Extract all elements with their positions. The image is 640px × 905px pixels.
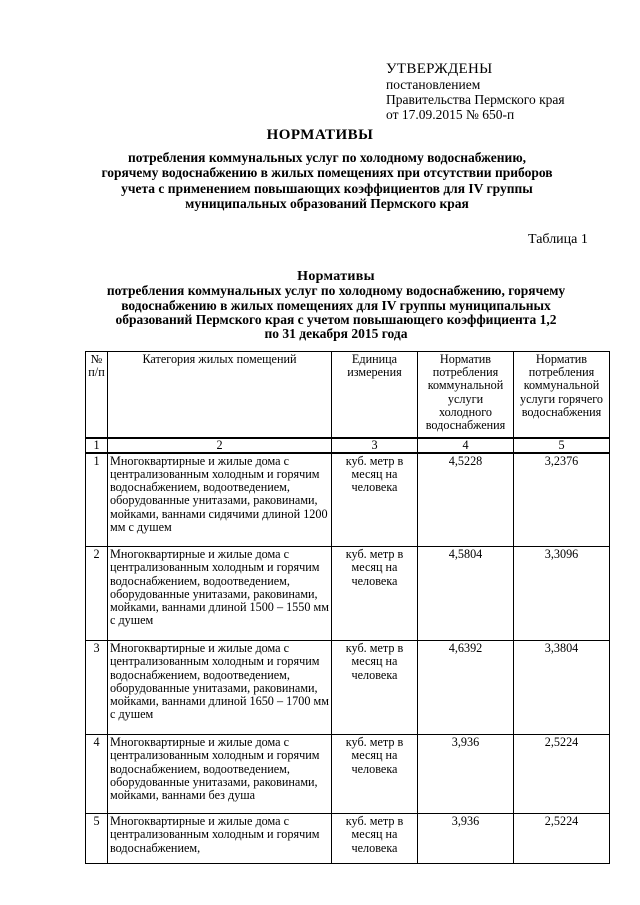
row-category: Многоквартирные и жилые дома с централизованным холодным и горячим водоснабжением, водоотведением, оборудованные унитазами, раковинами, мойками, ваннами длиной 1500 – 1550 мм с душем (108, 547, 332, 641)
table-header-row (86, 352, 610, 438)
header-category: Категория жилых помещений (108, 352, 332, 438)
column-number: 4 (418, 438, 514, 453)
row-unit: куб. метр в месяц на человека (332, 547, 418, 641)
table-title-line-3: водоснабжению в жилых помещениях для IV группы муниципальных (121, 297, 551, 313)
table-row (86, 641, 610, 735)
subtitle-line-4: муниципальных образований Пермского края (185, 195, 469, 211)
row-number: 4 (86, 735, 108, 814)
row-hot-value: 3,3096 (514, 547, 610, 641)
table-title-line-4: образований Пермского края с учетом повышающего коэффициента 1,2 (115, 311, 557, 327)
norms-table (85, 351, 610, 864)
row-hot-value: 3,3804 (514, 641, 610, 735)
column-number: 1 (86, 438, 108, 453)
row-cold-value: 4,5804 (418, 547, 514, 641)
table-row (86, 547, 610, 641)
row-category: Многоквартирные и жилые дома с централизованным холодным и горячим водоснабжением, водоотведением, оборудованные унитазами, раковинами, мойками, ваннами без душа (108, 735, 332, 814)
row-cold-value: 4,5228 (418, 453, 514, 547)
column-number-row (86, 438, 610, 453)
table-row (86, 814, 610, 864)
table-title-line-1: Нормативы (297, 269, 375, 284)
subtitle-line-2: горячему водоснабжению в жилых помещениях при отсутствии приборов (101, 165, 553, 181)
header-hot-water: Норматив потребления коммунальной услуги горячего водоснабжения (514, 352, 610, 438)
column-number: 5 (514, 438, 610, 453)
row-unit: куб. метр в месяц на человека (332, 814, 418, 864)
table-title-line-5: по 31 декабря 2015 года (264, 326, 408, 342)
header-cold-water: Норматив потребления коммунальной услуги холодного водоснабжения (418, 352, 514, 438)
row-cold-value: 4,6392 (418, 641, 514, 735)
row-number: 3 (86, 641, 108, 735)
table-title (70, 270, 602, 341)
row-number: 2 (86, 547, 108, 641)
row-unit: куб. метр в месяц на человека (332, 735, 418, 814)
row-category: Многоквартирные и жилые дома с централизованным холодным и горячим водоснабжением, водоотведением, оборудованные унитазами, раковинами, мойками, ваннами длиной 1650 – 1700 мм с душем (108, 641, 332, 735)
approval-block (386, 62, 565, 122)
document-subtitle (70, 150, 584, 211)
column-number: 3 (332, 438, 418, 453)
row-cold-value: 3,936 (418, 735, 514, 814)
approval-heading: УТВЕРЖДЕНЫ (386, 61, 493, 77)
approval-line-4: от 17.09.2015 № 650-п (386, 107, 515, 122)
row-number: 5 (86, 814, 108, 864)
row-category: Многоквартирные и жилые дома с централизованным холодным и горячим водоснабжением, (108, 814, 332, 864)
subtitle-line-1: потребления коммунальных услуг по холодному водоснабжению, (127, 150, 527, 165)
row-category: Многоквартирные и жилые дома с централизованным холодным и горячим водоснабжением, водоотведением, оборудованные унитазами, раковинами, мойками, ваннами сидячими длиной 1200 мм с душем (108, 453, 332, 547)
table-row (86, 453, 610, 547)
subtitle-line-3: учета с применением повышающих коэффициентов для IV группы (121, 180, 533, 196)
row-hot-value: 3,2376 (514, 453, 610, 547)
row-hot-value: 2,5224 (514, 735, 610, 814)
row-number: 1 (86, 453, 108, 547)
row-unit: куб. метр в месяц на человека (332, 453, 418, 547)
document-title: НОРМАТИВЫ (266, 127, 374, 143)
table-title-line-2: потребления коммунальных услуг по холодному водоснабжению, горячему (106, 283, 566, 299)
column-number: 2 (108, 438, 332, 453)
row-cold-value: 3,936 (418, 814, 514, 864)
header-unit: Единица измерения (332, 352, 418, 438)
approval-line-2: постановлением (386, 77, 481, 92)
table-row (86, 735, 610, 814)
row-unit: куб. метр в месяц на человека (332, 641, 418, 735)
table-label: Таблица 1 (528, 232, 588, 247)
header-num: № п/п (86, 352, 108, 438)
approval-line-3: Правительства Пермского края (386, 92, 565, 107)
row-hot-value: 2,5224 (514, 814, 610, 864)
